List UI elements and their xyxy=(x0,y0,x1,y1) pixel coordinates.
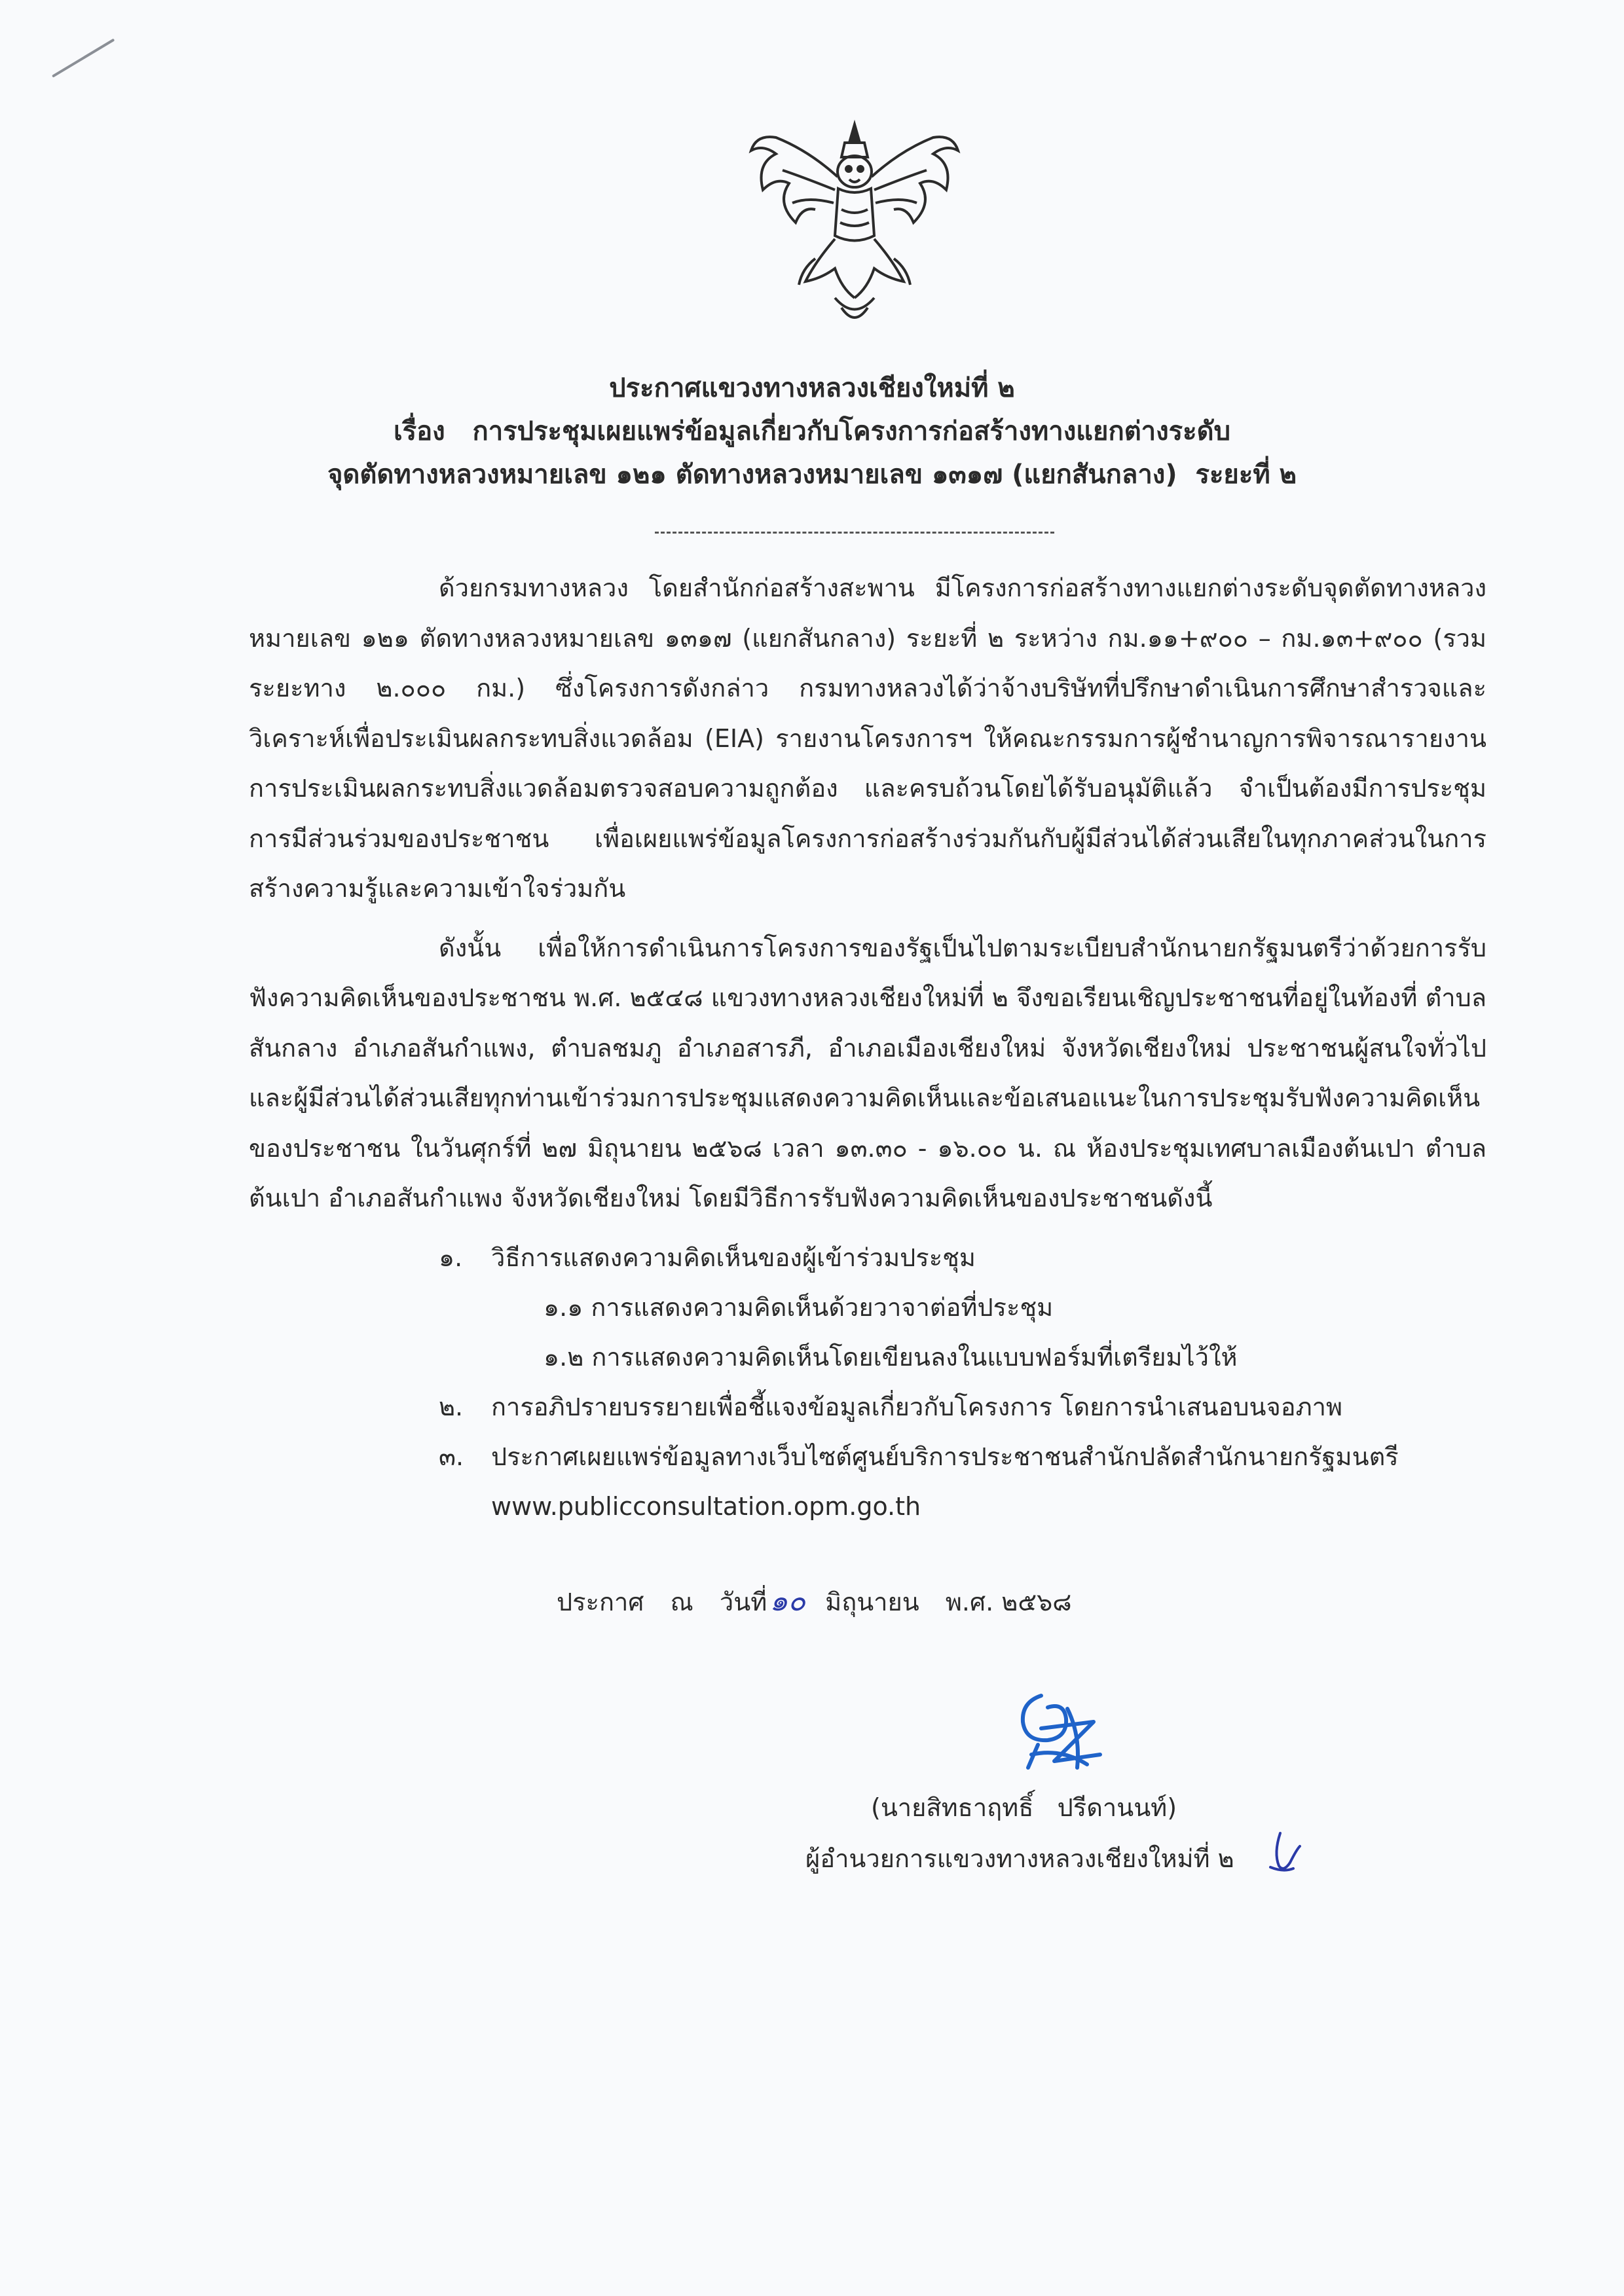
announcement-title-block xyxy=(0,367,1624,496)
initials-mark xyxy=(1261,1827,1306,1879)
signature-mark xyxy=(1002,1683,1113,1781)
title-divider xyxy=(655,532,1054,534)
list-item-text: ประกาศเผยแพร่ข้อมูลทางเว็บไซต์ศูนย์บริการประชาชนสำนักปลัดสำนักนายกรัฐมนตรี xyxy=(491,1442,1399,1471)
announcement-subject-line2: จุดตัดทางหลวงหมายเลข ๑๒๑ ตัดทางหลวงหมายเลข ๑๓๑๗ (แยกสันกลาง) ระยะที่ ๒ xyxy=(327,460,1297,490)
method-list xyxy=(249,1233,1486,1482)
announce-date-label: วันที่ xyxy=(719,1588,767,1616)
list-item-number: ๑. xyxy=(439,1243,463,1272)
list-item-number: ๒. xyxy=(439,1392,464,1421)
announcement-date-line xyxy=(557,1578,1090,1624)
list-item xyxy=(249,1432,1486,1482)
signatory-name: (นายสิทธาฤทธิ์ ปรีดานนท์) xyxy=(871,1793,1177,1822)
signatory-position: ผู้อำนวยการแขวงทางหลวงเชียงใหม่ที่ ๒ xyxy=(805,1844,1234,1873)
list-item xyxy=(249,1332,1486,1382)
list-item-number: ๓. xyxy=(439,1442,464,1471)
list-item-text: ๑.๑ การแสดงความคิดเห็นด้วยวาจาต่อที่ประชุม xyxy=(544,1292,1054,1322)
announcement-title: ประกาศแขวงทางหลวงเชียงใหม่ที่ ๒ xyxy=(609,373,1015,403)
list-item xyxy=(249,1382,1486,1432)
list-item-text: วิธีการแสดงความคิดเห็นของผู้เข้าร่วมประชุม xyxy=(491,1243,976,1272)
list-item xyxy=(249,1283,1486,1332)
staple-mark xyxy=(52,39,115,78)
list-item-text: การอภิปรายบรรยายเพื่อชี้แจงข้อมูลเกี่ยวกับโครงการ โดยการนำเสนอบนจอภาพ xyxy=(491,1392,1343,1421)
announce-year: พ.ศ. ๒๕๖๘ xyxy=(945,1588,1072,1616)
announce-at: ณ xyxy=(670,1588,693,1616)
body-paragraph-2: ดังนั้น เพื่อให้การดำเนินการโครงการของรัฐเป็นไปตามระเบียบสำนักนายกรัฐมนตรีว่าด้วยการรับฟังความคิดเห็นของประชาชน พ.ศ. ๒๕๔๘ แขวงทางหลวงเชียงใหม่ที่ ๒ จึงขอเรียนเชิญประชาชนที่อยู่ในท้องที่ ตำบลสันกลาง อำเภอสันกำแพง, ตำบลชมภู อำเภอสารภี, อำเภอเมืองเชียงใหม่ จังหวัดเชียงใหม่ ประชาชนผู้สนใจทั่วไป และผู้มีส่วนได้ส่วนเสียทุกท่านเข้าร่วมการประชุมแสดงความคิดเห็นและข้อเสนอแนะในการประชุมรับฟังความคิดเห็นของประชาชน ในวันศุกร์ที่ ๒๗ มิถุนายน ๒๕๖๘ เวลา ๑๓.๓๐ - ๑๖.๐๐ น. ณ ห้องประชุมเทศบาลเมืองต้นเปา ตำบลต้นเปา อำเภอสันกำแพง จังหวัดเชียงใหม่ โดยมีวิธีการรับฟังความคิดเห็นของประชาชนดังนี้ xyxy=(249,933,1486,1212)
announce-day-handwritten: ๑๐ xyxy=(769,1584,806,1618)
body-paragraph-1: ด้วยกรมทางหลวง โดยสำนักก่อสร้างสะพาน มีโครงการก่อสร้างทางแยกต่างระดับจุดตัดทางหลวงหมายเลข ๑๒๑ ตัดทางหลวงหมายเลข ๑๓๑๗ (แยกสันกลาง) ระยะที่ ๒ ระหว่าง กม.๑๑+๙๐๐ – กม.๑๓+๙๐๐ (รวมระยะทาง ๒.๐๐๐ กม.) ซึ่งโครงการดังกล่าว กรมทางหลวงได้ว่าจ้างบริษัทที่ปรึกษาดำเนินการศึกษาสำรวจและวิเคราะห์เพื่อประเมินผลกระทบสิ่งแวดล้อม (EIA) รายงานโครงการฯ ให้คณะกรรมการผู้ชำนาญการพิจารณารายงานการประเมินผลกระทบสิ่งแวดล้อมตรวจสอบความถูกต้อง และครบถ้วนโดยได้รับอนุมัติแล้ว จำเป็นต้องมีการประชุมการมีส่วนร่วมของประชาชน เพื่อเผยแพร่ข้อมูลโครงการก่อสร้างร่วมกันกับผู้มีส่วนได้ส่วนเสียในทุกภาคส่วนในการสร้างความรู้และความเข้าใจร่วมกัน xyxy=(249,574,1486,903)
announce-prefix: ประกาศ xyxy=(557,1588,644,1616)
list-item xyxy=(249,1233,1486,1283)
announce-month: มิถุนายน xyxy=(825,1588,919,1616)
document-body xyxy=(249,563,1486,1531)
garuda-emblem-icon xyxy=(737,111,972,334)
website-url: www.publicconsultation.opm.go.th xyxy=(491,1491,921,1521)
list-item-text: ๑.๒ การแสดงความคิดเห็นโดยเขียนลงในแบบฟอร์มที่เตรียมไว้ให้ xyxy=(544,1342,1238,1372)
announcement-subject-line1: เรื่อง การประชุมเผยแพร่ข้อมูลเกี่ยวกับโครงการก่อสร้างทางแยกต่างระดับ xyxy=(393,416,1230,446)
